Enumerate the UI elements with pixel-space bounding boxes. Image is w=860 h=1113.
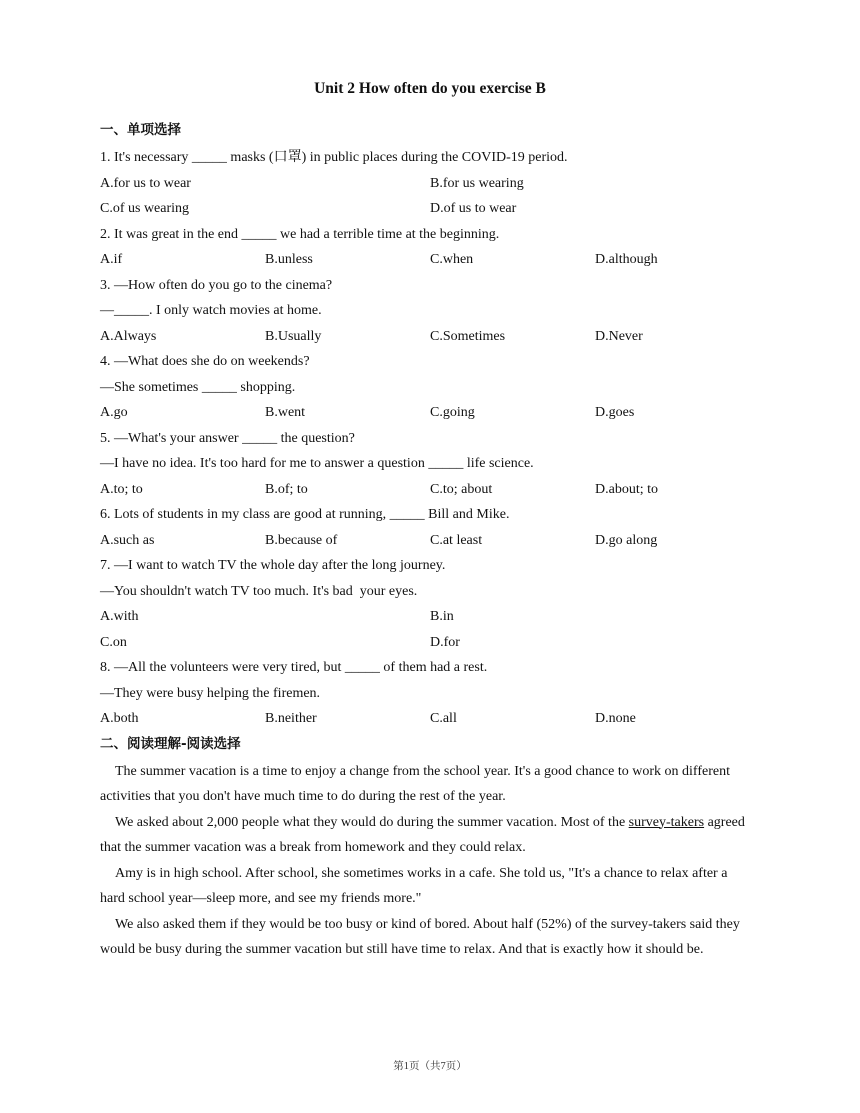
question-line: 5. —What's your answer _____ the question? [100, 430, 355, 446]
option-d: D.go along [595, 532, 658, 548]
option-b: B.because of [265, 532, 338, 548]
options-row [100, 630, 760, 656]
reading-paragraph-4: We also asked them if they would be too busy or kind of bored. About half (52%) of the survey-takers said they would be busy during the summer vacation but still have time to relax. And that is exactly how it should be. [100, 916, 740, 957]
options-row [100, 706, 760, 732]
option-a: A.Always [100, 328, 157, 344]
section-heading-reading: 二、阅读理解-阅读选择 [100, 735, 241, 752]
reading-paragraph-2 [100, 810, 752, 861]
question-3 [100, 273, 760, 350]
options-row [100, 171, 760, 197]
option-b: B.Usually [265, 328, 322, 344]
option-b: B.went [265, 405, 306, 420]
question-line: 2. It was great in the end _____ we had a terrible time at the beginning. [100, 226, 500, 242]
option-b: B.for us wearing [430, 175, 524, 191]
options-row [100, 247, 760, 273]
option-c: C.to; about [430, 481, 493, 497]
option-b: B.in [430, 609, 454, 624]
option-d: D.goes [595, 405, 635, 420]
option-b: B.unless [265, 252, 313, 267]
page-footer: 第1页（共7页） [393, 1061, 467, 1072]
option-c: C.of us wearing [100, 201, 190, 216]
options-row [100, 196, 760, 222]
question-2 [100, 222, 760, 273]
option-a: A.to; to [100, 481, 143, 497]
option-c: C.all [430, 711, 457, 726]
option-c: C.at least [430, 532, 483, 548]
question-line: 6. Lots of students in my class are good at running, _____ Bill and Mike. [100, 507, 510, 522]
answer-line: —I have no idea. It's too hard for me to answer a question _____ life science. [100, 456, 534, 471]
option-d: D.Never [595, 328, 643, 344]
section-heading-single-choice: 一、单项选择 [100, 122, 181, 138]
question-7 [100, 553, 760, 655]
option-c: C.going [430, 405, 475, 420]
option-a: A.with [100, 609, 139, 624]
paragraph-text: We asked about 2,000 people what they would do during the summer vacation. Most of the [115, 814, 629, 830]
page-title: Unit 2 How often do you exercise B [314, 80, 546, 97]
option-a: A.if [100, 252, 123, 267]
option-b: B.of; to [265, 481, 308, 497]
option-c: C.on [100, 634, 127, 650]
option-c: C.when [430, 252, 474, 267]
reading-paragraph-3: Amy is in high school. After school, she sometimes works in a cafe. She told us, "It's a chance to relax after a hard school year—sleep more, and see my friends more." [100, 865, 728, 906]
question-1 [100, 145, 760, 222]
options-row [100, 477, 760, 503]
reading-paragraph-1: The summer vacation is a time to enjoy a change from the school year. It's a good chance to work on different activities that you don't have much time to do during the rest of the year. [100, 763, 730, 804]
option-d: D.none [595, 711, 636, 726]
answer-line: —They were busy helping the firemen. [100, 685, 321, 701]
content [100, 118, 760, 963]
question-line: 7. —I want to watch TV the whole day after the long journey. [100, 558, 446, 573]
answer-line: —You shouldn't watch TV too much. It's bad your eyes. [100, 583, 418, 599]
option-a: A.both [100, 711, 139, 726]
answer-line: —_____. I only watch movies at home. [100, 303, 322, 318]
question-8 [100, 655, 760, 732]
option-d: D.of us to wear [430, 201, 517, 216]
underlined-word: survey-takers [628, 814, 705, 830]
option-d: D.about; to [595, 481, 658, 497]
option-a: A.go [100, 405, 128, 420]
question-4 [100, 349, 760, 426]
option-d: D.for [430, 634, 460, 650]
question-6 [100, 502, 760, 553]
question-line: 8. —All the volunteers were very tired, but _____ of them had a rest. [100, 660, 488, 675]
paragraph-text: agreed that the summer vacation was a break from homework and they could relax. [100, 814, 745, 855]
options-row [100, 324, 760, 350]
question-5 [100, 426, 760, 503]
option-a: A.for us to wear [100, 175, 191, 191]
option-a: A.such as [100, 532, 155, 548]
question-line: 1. It's necessary _____ masks (口罩) in public places during the COVID-19 period. [100, 150, 568, 165]
question-line: 4. —What does she do on weekends? [100, 354, 310, 369]
question-line: 3. —How often do you go to the cinema? [100, 277, 333, 293]
options-row [100, 604, 760, 630]
options-row [100, 528, 760, 554]
options-row [100, 400, 760, 426]
option-c: C.Sometimes [430, 328, 506, 344]
option-d: D.although [595, 252, 658, 267]
option-b: B.neither [265, 711, 317, 726]
answer-line: —She sometimes _____ shopping. [100, 379, 296, 395]
